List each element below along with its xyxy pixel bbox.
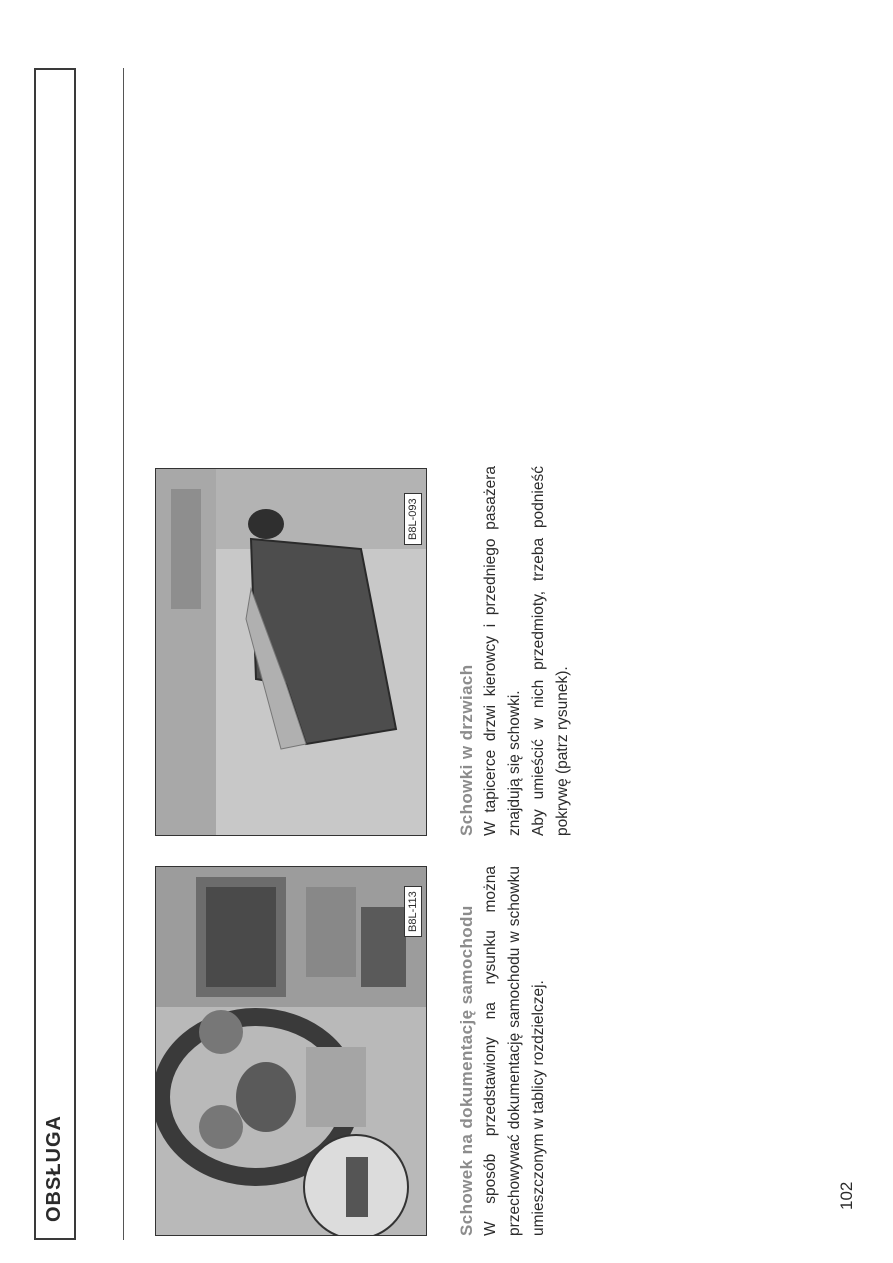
page-number: 102 bbox=[837, 1181, 856, 1210]
figure-dashboard bbox=[155, 866, 427, 1236]
figure-label: B8L-093 bbox=[404, 493, 422, 545]
figure-label: B8L-113 bbox=[404, 886, 422, 937]
section-heading: Schowek na dokumentację samochodu bbox=[457, 905, 476, 1236]
page-title: OBSŁUGA bbox=[43, 1115, 65, 1222]
divider bbox=[123, 68, 124, 1240]
section-documents bbox=[455, 866, 551, 1236]
section-body: Aby umieścić w nich przedmioty, trzeba podnieść pokrywę (patrz rysunek). bbox=[530, 466, 571, 836]
section-body: W tapicerce drzwi kierowcy i przedniego pasażera znajdują się schowki. bbox=[482, 466, 523, 836]
section-body: W sposób przedstawiony na rysunku można przechowywać dokumentację samochodu w schowku umieszczonym w tablicy rozdzielczej. bbox=[482, 866, 547, 1236]
section-door-pockets bbox=[455, 466, 575, 836]
dashboard-illustration bbox=[156, 867, 426, 1235]
section-heading: Schowki w drzwiach bbox=[457, 664, 476, 836]
door-pocket-illustration bbox=[156, 469, 426, 835]
figure-door-pocket bbox=[155, 468, 427, 836]
